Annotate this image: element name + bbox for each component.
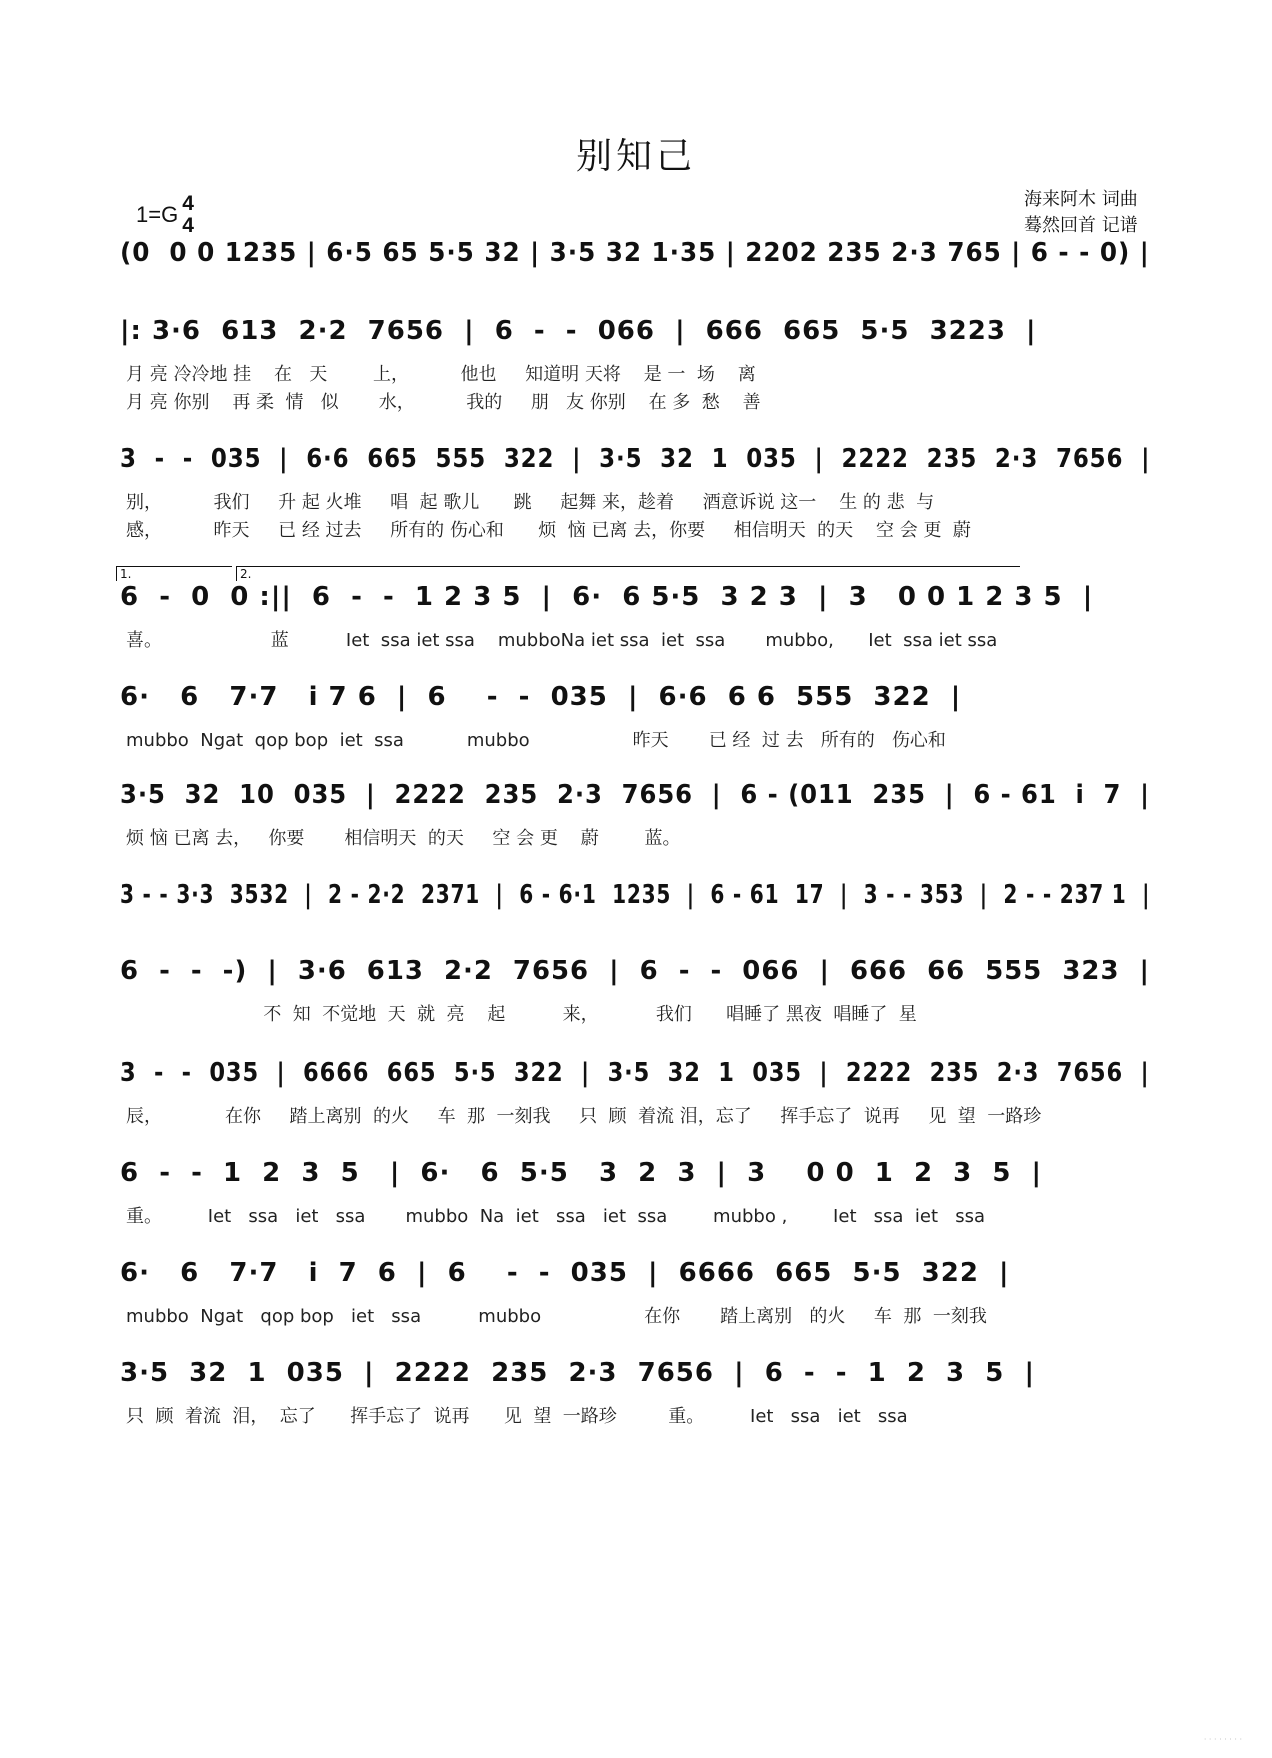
key-label: 1=G	[136, 202, 179, 227]
notation-line: 3·5 32 1 035 | 2222 235 2·3 7656 | 6 - - 1 2 3 5 |	[120, 1358, 1035, 1388]
notation-line: |: 3·6 613 2·2 7656 | 6 - - 066 | 666 665 5·5 3223 |	[120, 316, 1037, 346]
notation-line: 3 - - 035 | 6·6 665 555 322 | 3·5 32 1 035 | 2222 235 2·3 7656 |	[120, 444, 1151, 474]
lyric-line: 只 顾 着流 泪， 忘了 挥手忘了 说再 见 望 一路珍 重。 Iet ssa iet ssa	[126, 1406, 908, 1427]
lyric-line: 别， 我们 升 起 火堆 唱 起 歌儿 跳 起舞 来，趁着 酒意诉说 这一 生 的 悲 与	[126, 492, 935, 513]
lyric-line: 感， 昨天 已 经 过去 所有的 伤心和 烦 恼 已离 去，你要 相信明天 的天 空 会 更 蔚	[126, 520, 971, 541]
lyric-line: 重。 Iet ssa iet ssa mubbo Na iet ssa iet ssa mubbo , Iet ssa iet ssa	[126, 1206, 985, 1227]
first-ending-bracket: 1.	[116, 566, 232, 581]
time-signature	[182, 193, 194, 237]
credit-lyricist-composer: 海来阿木 词曲	[1024, 189, 1138, 210]
time-signature-bottom: 4	[182, 214, 194, 237]
lyric-line: 不 知 不觉地 天 就 亮 起 来， 我们 唱睡了 黑夜 唱睡了 星	[126, 1004, 917, 1025]
lyric-line: 喜。 蓝 Iet ssa iet ssa mubboNa iet ssa iet ssa mubbo, Iet ssa iet ssa	[126, 630, 998, 651]
notation-line: 3 - - 3·3 3532 | 2 - 2·2 2371 | 6 - 6·1 1235 | 6 - 61 17 | 3 - - 353 | 2 - - 237 1 |	[120, 880, 1151, 910]
key-signature	[136, 193, 194, 237]
notation-line: 6· 6 7·7 i 7 6 | 6 - - 035 | 6666 665 5·5 322 |	[120, 1258, 1010, 1288]
lyric-line: 月 亮 你别 再 柔 情 似 水， 我的 朋 友 你别 在 多 愁 善	[126, 392, 761, 413]
credits	[1024, 187, 1138, 239]
lyric-line: mubbo Ngat qop bop iet ssa mubbo 在你 踏上离别 的火 车 那 一刻我	[126, 1306, 987, 1327]
notation-line: 6 - 0 0 :|| 6 - - 1 2 3 5 | 6· 6 5·5 3 2 3 | 3 0 0 1 2 3 5 |	[120, 582, 1094, 612]
notation-line: 6· 6 7·7 i 7 6 | 6 - - 035 | 6·6 6 6 555 322 |	[120, 682, 962, 712]
lyric-line: mubbo Ngat qop bop iet ssa mubbo 昨天 已 经 过 去 所有的 伤心和	[126, 730, 946, 751]
notation-line: 3·5 32 10 035 | 2222 235 2·3 7656 | 6 - (011 235 | 6 - 61 i 7 |	[120, 780, 1150, 810]
lyric-line: 月 亮 冷冷地 挂 在 天 上， 他也 知道明 天将 是 一 场 离	[126, 364, 756, 385]
second-ending-bracket: 2.	[236, 566, 1020, 581]
notation-line: 3 - - 035 | 6666 665 5·5 322 | 3·5 32 1 035 | 2222 235 2·3 7656 |	[120, 1058, 1150, 1088]
credit-transcriber: 蓦然回首 记谱	[1024, 215, 1138, 236]
notation-line: 6 - - 1 2 3 5 | 6· 6 5·5 3 2 3 | 3 0 0 1 2 3 5 |	[120, 1158, 1043, 1188]
notation-line: (0 0 0 1235 | 6·5 65 5·5 32 | 3·5 32 1·35 | 2202 235 2·3 765 | 6 - - 0) |	[120, 238, 1150, 268]
notation-line: 6 - - -) | 3·6 613 2·2 7656 | 6 - - 066 | 666 66 555 323 |	[120, 956, 1150, 986]
watermark: · · · · · · · ·	[1203, 1735, 1242, 1744]
lyric-line: 辰， 在你 踏上离别 的火 车 那 一刻我 只 顾 着流 泪，忘了 挥手忘了 说再 见 望 一路珍	[126, 1106, 1042, 1127]
lyric-line: 烦 恼 已离 去， 你要 相信明天 的天 空 会 更 蔚 蓝。	[126, 828, 681, 849]
time-signature-top: 4	[182, 192, 194, 215]
song-title: 别知己	[575, 136, 696, 177]
